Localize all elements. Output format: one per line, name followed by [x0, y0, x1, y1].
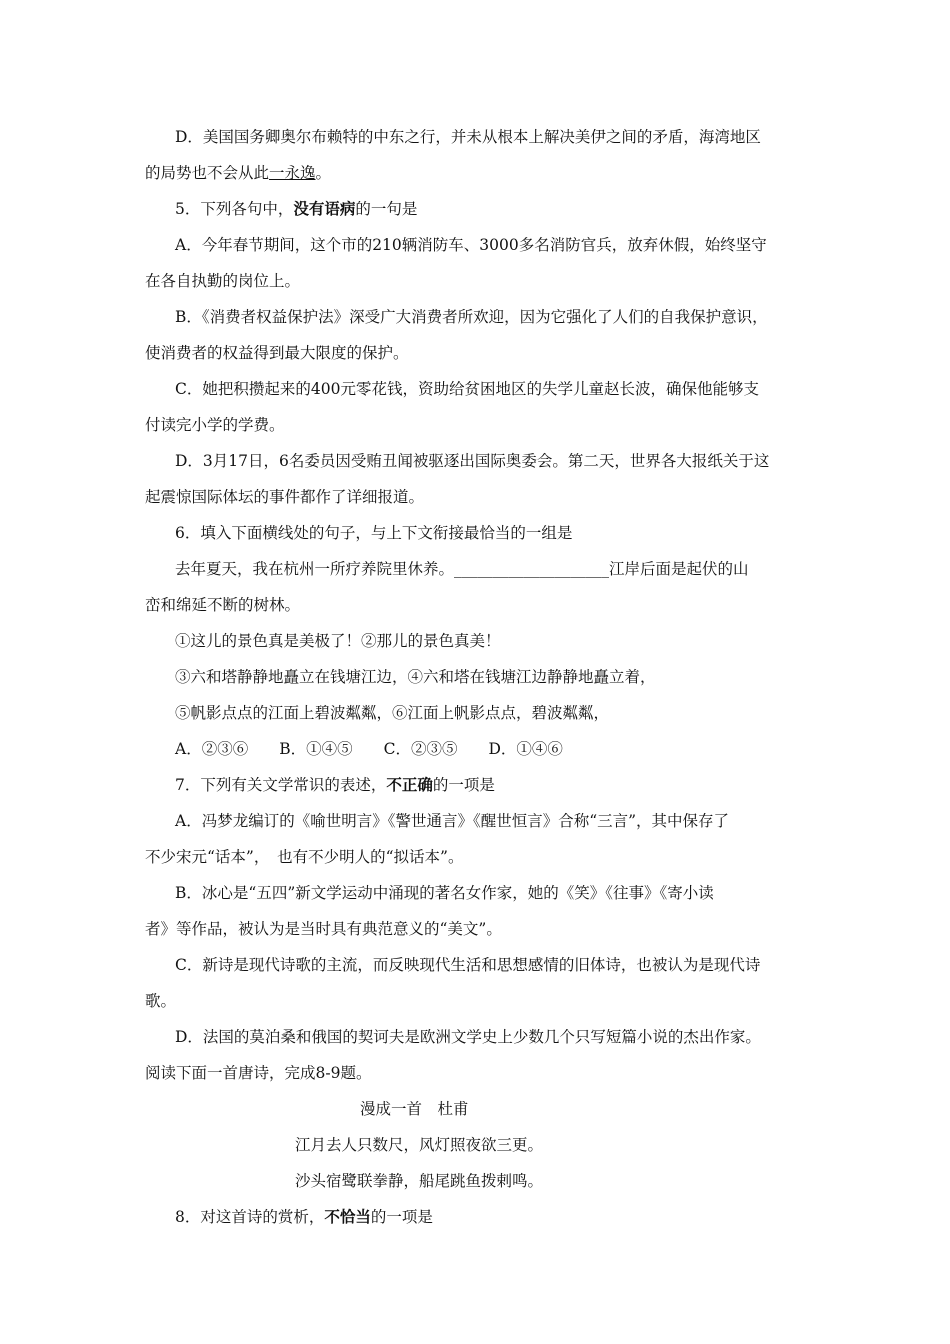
q6-choices: A．②③⑥ B．①④⑤ C．②③⑤ D．①④⑥: [175, 740, 563, 758]
q5-option-b-line2: 使消费者的权益得到最大限度的保护。: [145, 344, 409, 362]
poem-line1: 江月去人只数尺，风灯照夜欲三更。: [295, 1136, 544, 1154]
q5-option-a-line2: 在各自执勤的岗位上。: [145, 272, 301, 290]
q8-stem-post: 的一项是: [370, 1208, 433, 1226]
q5-stem: [175, 199, 417, 219]
q6-stem: 6．填入下面横线处的句子，与上下文衔接最恰当的一组是: [175, 524, 573, 542]
q7-option-b-line1: B．冰心是“五四”新文学运动中涌现的著名女作家，她的《笑》《往事》《寄小读: [175, 884, 714, 902]
q5-option-c-line1: C．她把积攒起来的400元零花钱，资助给贫困地区的失学儿童赵长波，确保他能够支: [175, 380, 759, 398]
q6-options-5-6: ⑤帆影点点的江面上碧波粼粼，⑥江面上帆影点点，碧波粼粼，: [175, 704, 610, 722]
q7-option-c-line2: 歌。: [145, 992, 177, 1010]
q6-options-1-2: ①这儿的景色真是美极了！②那儿的景色真美！: [175, 632, 501, 650]
q5-option-c-line2: 付读完小学的学费。: [145, 416, 285, 434]
q7-stem-pre: 7．下列有关文学常识的表述，: [175, 776, 387, 794]
q5-stem-bold: 没有语病: [293, 200, 356, 218]
q6-options-3-4: ③六和塔静静地矗立在钱塘江边，④六和塔在钱塘江边静静地矗立着，: [175, 668, 656, 686]
q4-option-d-line1: D．美国国务卿奥尔布赖特的中东之行，并未从根本上解决美伊之间的矛盾，海湾地区: [175, 128, 761, 146]
q4-option-d-line2: [145, 163, 331, 183]
q4-d-text-post: 。: [315, 164, 332, 182]
q7-option-a-line1: A．冯梦龙编订的《喻世明言》《警世通言》《醒世恒言》合称“三言”，其中保存了: [175, 812, 730, 830]
poem-intro: 阅读下面一首唐诗，完成8-9题。: [145, 1064, 372, 1082]
q5-stem-post: 的一句是: [355, 200, 418, 218]
poem-title: 漫成一首 杜甫: [360, 1100, 469, 1118]
q5-option-d-line1: D．3月17日，6名委员因受贿丑闻被驱逐出国际奥委会。第二天，世界各大报纸关于这: [175, 452, 770, 470]
q8-stem-bold: 不恰当: [324, 1208, 371, 1226]
q7-stem: [175, 775, 495, 795]
q5-stem-pre: 5．下列各句中，: [175, 200, 294, 218]
q6-passage-line1: 去年夏天，我在杭州一所疗养院里休养。____________________江岸后面是起伏的山: [175, 560, 749, 578]
poem-line2: 沙头宿鹭联拳静，船尾跳鱼拨剌鸣。: [295, 1172, 544, 1190]
q5-option-d-line2: 起震惊国际体坛的事件都作了详细报道。: [145, 488, 425, 506]
q7-stem-post: 的一项是: [432, 776, 495, 794]
q4-d-underlined-word: 一永逸: [269, 164, 316, 182]
q5-option-a-line1: A．今年春节期间，这个市的210辆消防车、3000多名消防官兵，放弃休假，始终坚守: [175, 236, 767, 254]
q7-option-d-line1: D．法国的莫泊桑和俄国的契诃夫是欧洲文学史上少数几个只写短篇小说的杰出作家。: [175, 1028, 761, 1046]
q4-d-text-pre: 的局势也不会从此: [145, 164, 270, 182]
q8-stem-pre: 8．对这首诗的赏析，: [175, 1208, 325, 1226]
q5-option-b-line1: B．《消费者权益保护法》深受广大消费者所欢迎，因为它强化了人们的自我保护意识，: [175, 308, 768, 326]
q7-option-a-line2: 不少宋元“话本”， 也有不少明人的“拟话本”。: [145, 848, 464, 866]
q7-option-b-line2: 者》等作品，被认为是当时具有典范意义的“美文”。: [145, 920, 502, 938]
q7-stem-bold: 不正确: [386, 776, 433, 794]
q8-stem: [175, 1207, 433, 1227]
q7-option-c-line1: C．新诗是现代诗歌的主流，而反映现代生活和思想感情的旧体诗，也被认为是现代诗: [175, 956, 761, 974]
q6-passage-line2: 峦和绵延不断的树林。: [145, 596, 301, 614]
